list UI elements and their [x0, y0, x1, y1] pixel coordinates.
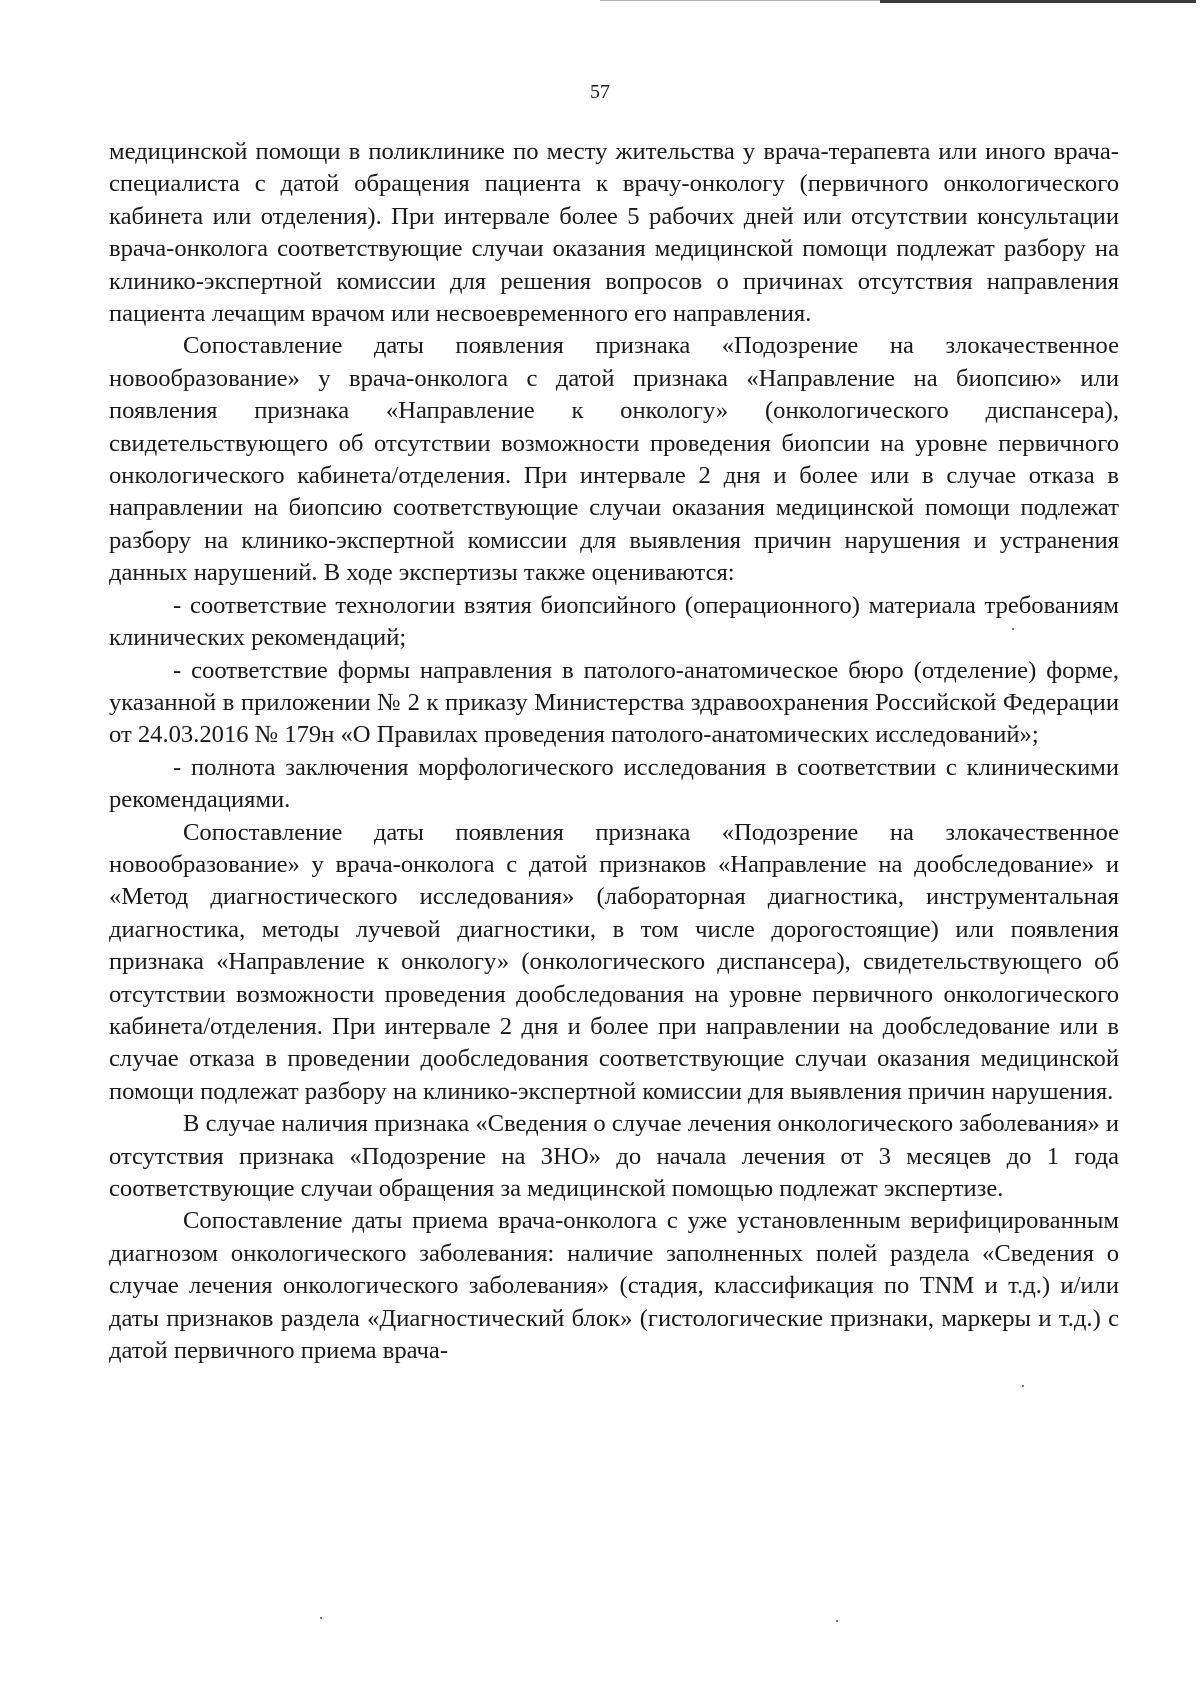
paragraph-biopsy-comparison: Сопоставление даты появления признака «Подозрение на злокачественное новообразование» у врача-онколога с датой признака «Направление на биопсию» или появления признака «Направление к онкологу» (онкологического диспансера), свидетельствующего об отсутствии возможности проведения биопсии на уровне первичного онкологического кабинета/отделения. При интервале 2 дня и более или в случае отказа в направлении на биопсию соответствующие случаи оказания медицинской помощи подлежат разбору на клинико-экспертной комиссии для выявления причин нарушения и устранения данных нарушений. В ходе экспертизы также оцениваются: — [109, 332, 1119, 587]
scan-edge-border — [880, 0, 1196, 3]
scan-speck — [836, 1620, 838, 1622]
paragraph-additional-examination: Сопоставление даты появления признака «Подозрение на злокачественное новообразование» у врача-онколога с датой признаков «Направление на дообследование» и «Метод диагностического исследования» (лабораторная диагностика, инструментальная диагностика, методы лучевой диагностики, в том числе дорогостоящие) или появления признака «Направление к онкологу» (онкологического диспансера), свидетельствующего об отсутствии возможности проведения дообследования на уровне первичного онкологического кабинета/отделения. При интервале 2 дня и более при направлении на дообследование или в случае отказа в проведении дообследования соответствующие случаи оказания медицинской помощи подлежат разбору на клинико-экспертной комиссии для выявления причин нарушения. — [109, 818, 1119, 1105]
scan-speck — [1022, 1385, 1024, 1387]
scan-speck — [320, 1617, 322, 1619]
paragraph-continuation: медицинской помощи в поликлинике по месту жительства у врача-терапевта или иного врача-специалиста с датой обращения пациента к врачу-онкологу (первичного онкологического кабинета или отделения). При интервале более 5 рабочих дней или отсутствии консультации врача-онколога соответствующие случаи оказания медицинской помощи подлежат разбору на клинико-экспертной комиссии для решения вопросов о причинах отсутствия направления пациента лечащим врачом или несвоевременного его направления. — [109, 138, 1119, 328]
paragraph-treatment-info: В случае наличия признака «Сведения о случае лечения онкологического заболевания» и отсутствия признака «Подозрение на ЗНО» до начала лечения от 3 месяцев до 1 года соответствующие случаи обращения за медицинской помощью подлежат экспертизе. — [109, 1110, 1119, 1202]
list-item-referral-form: - соответствие формы направления в патолого-анатомическое бюро (отделение) форме, указанной в приложении № 2 к приказу Министерства здравоохранения Российской Федерации от 24.03.2016 № 179н «О Правилах проведения патолого-анатомических исследований»; — [109, 656, 1119, 749]
document-body — [109, 136, 1119, 1367]
scan-speck — [1012, 628, 1014, 630]
list-item-morphology-conclusion: - полнота заключения морфологического исследования в соответствии с клиническими рекомендациями. — [109, 753, 1119, 814]
paragraph-verified-diagnosis: Сопоставление даты приема врача-онколога с уже установленным верифицированным диагнозом онкологического заболевания: наличие заполненных полей раздела «Сведения о случае лечения онкологического заболевания» (стадия, классификация по TNM и т.д.) и/или даты признаков раздела «Диагностический блок» (гистологические признаки, маркеры и т.д.) с датой первичного приема врача- — [109, 1207, 1119, 1365]
list-item-biopsy-technology: - соответствие технологии взятия биопсийного (операционного) материала требованиям клинических рекомендаций; — [109, 591, 1119, 652]
scan-edge-line — [600, 0, 880, 1]
page-number: 57 — [590, 81, 610, 103]
